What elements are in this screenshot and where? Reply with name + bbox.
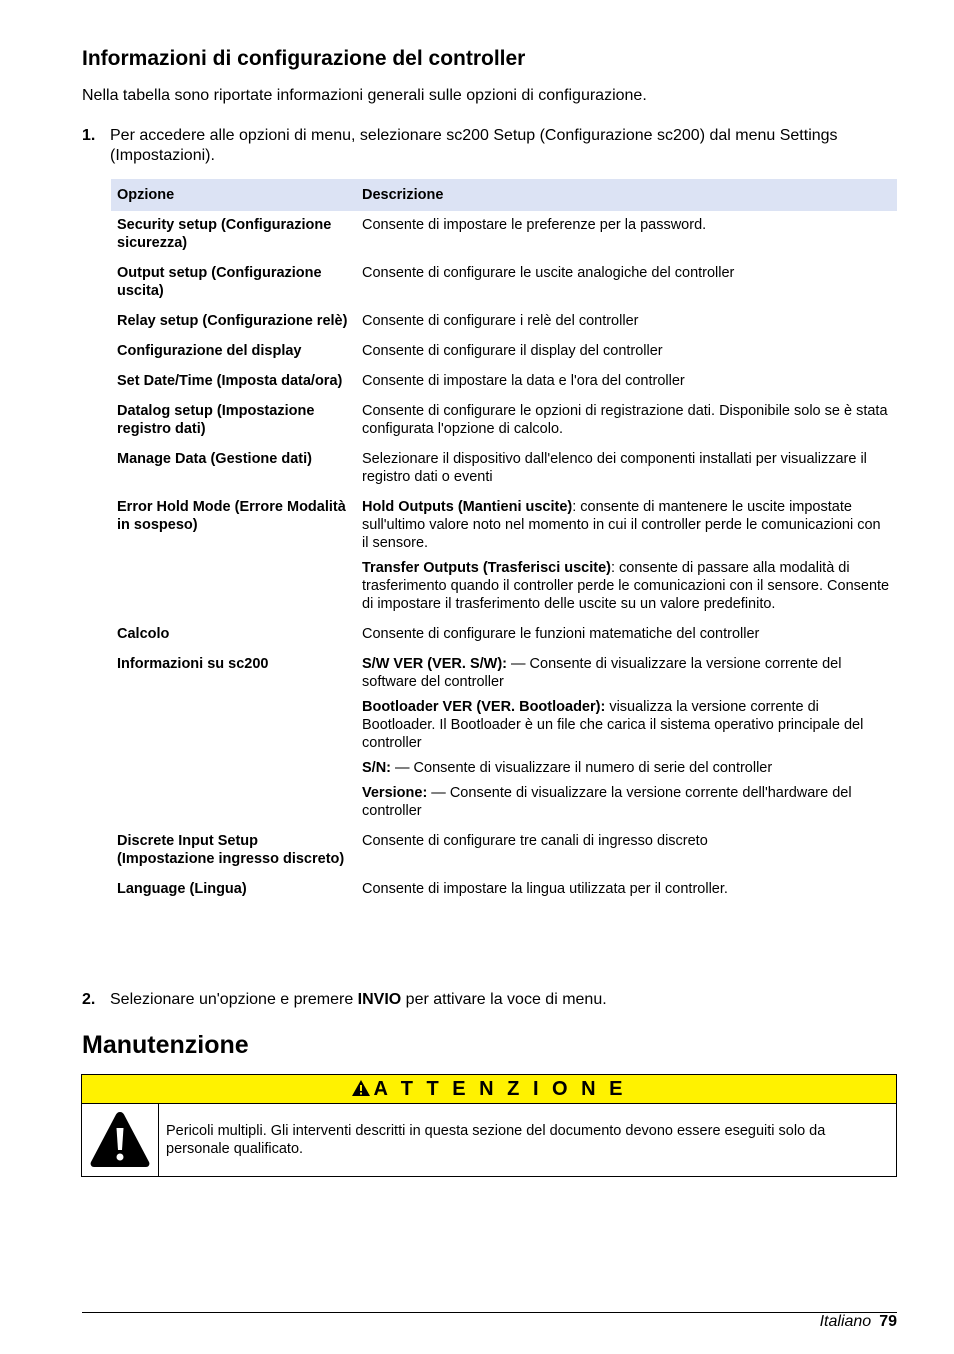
table-row (111, 367, 897, 397)
option-name: Language (Lingua) (117, 881, 247, 897)
table-row (111, 445, 897, 493)
step-number: 1. (82, 127, 96, 144)
description-item (362, 759, 891, 777)
option-name: Manage Data (Gestione dati) (117, 451, 312, 467)
step-key-name: INVIO (357, 991, 402, 1008)
option-description: Consente di configurare le opzioni di registrazione dati. Disponibile solo se è stata configurata l'opzione di calcolo. (362, 403, 888, 437)
option-description (356, 493, 897, 620)
option-description: Consente di configurare le funzioni matematiche del controller (362, 626, 760, 642)
option-name: Security setup (Configurazione sicurezza) (117, 217, 332, 251)
intro-paragraph: Nella tabella sono riportate informazioni generali sulle opzioni di configurazione. (82, 87, 647, 104)
description-item (362, 498, 891, 552)
option-description: Consente di configurare tre canali di ingresso discreto (362, 833, 708, 849)
description-item-text: — Consente di visualizzare la versione corrente dell'hardware del controller (362, 785, 852, 819)
table-row (111, 650, 897, 827)
page-number: 79 (879, 1313, 897, 1330)
options-table (111, 179, 897, 905)
option-description: Consente di impostare la lingua utilizzata per il controller. (362, 881, 728, 897)
table-header-row (111, 179, 897, 211)
description-item (362, 698, 891, 752)
description-item-label: Hold Outputs (Mantieni uscite) (362, 499, 573, 515)
option-description (356, 650, 897, 827)
description-item-text: : consente di passare alla modalità di trasferimento quando il controller perde le comunicazioni con il sensore. Consente di impostare il trasferimento delle uscite su un valore predefinito. (362, 560, 890, 612)
column-header-description: Descrizione (356, 179, 897, 211)
table-row (111, 211, 897, 259)
step-text-post: per attivare la voce di menu. (401, 991, 607, 1008)
table-row (111, 307, 897, 337)
section-title: Informazioni di configurazione del controller (82, 47, 526, 70)
table-row (111, 827, 897, 875)
description-item (362, 784, 891, 820)
step-1 (82, 126, 897, 166)
option-name: Datalog setup (Impostazione registro dati) (117, 403, 315, 437)
step-text (110, 990, 897, 1010)
option-description: Consente di configurare il display del controller (362, 343, 663, 359)
step-number: 2. (82, 991, 96, 1008)
option-name: Relay setup (Configurazione relè) (117, 313, 348, 329)
step-text: Per accedere alle opzioni di menu, selezionare sc200 Setup (Configurazione sc200) dal menu Settings (Impostazioni). (110, 127, 838, 164)
step-text-pre: Selezionare un'opzione e premere (110, 991, 358, 1008)
maintenance-title: Manutenzione (82, 1031, 249, 1059)
description-item-label: S/W VER (VER. S/W): (362, 656, 507, 672)
option-name: Output setup (Configurazione uscita) (117, 265, 322, 299)
step-2 (82, 990, 897, 1010)
footer-language: Italiano (819, 1313, 872, 1330)
option-description: Consente di configurare i relè del controller (362, 313, 639, 329)
warning-triangle-icon (82, 1104, 159, 1176)
description-item-text: — Consente di visualizzare il numero di serie del controller (391, 760, 773, 776)
table-row (111, 337, 897, 367)
option-name: Set Date/Time (Imposta data/ora) (117, 373, 343, 389)
description-item-text: visualizza la versione corrente di Bootloader. Il Bootloader è un file che carica il sistema operativo principale del controller (362, 699, 864, 751)
page-footer (820, 1312, 897, 1332)
warning-label: A T T E N Z I O N E (373, 1078, 627, 1100)
option-description: Consente di configurare le uscite analogiche del controller (362, 265, 735, 281)
table-row (111, 259, 897, 307)
option-description: Selezionare il dispositivo dall'elenco dei componenti installati per visualizzare il registro dati o eventi (362, 451, 867, 485)
table-row (111, 397, 897, 445)
option-name: Configurazione del display (117, 343, 302, 359)
table-body (111, 211, 897, 905)
description-item-text: — Consente di visualizzare la versione corrente del software del controller (362, 656, 842, 690)
table-row (111, 493, 897, 620)
footer-rule (82, 1312, 897, 1313)
description-item-label: Versione: (362, 785, 428, 801)
option-description: Consente di impostare le preferenze per la password. (362, 217, 707, 233)
warning-banner (82, 1075, 896, 1104)
description-item (362, 655, 891, 691)
warning-text: Pericoli multipli. Gli interventi descritti in questa sezione del documento devono essere eseguiti solo da personale qualificato. (166, 1123, 826, 1157)
table-row (111, 620, 897, 650)
option-description: Consente di impostare la data e l'ora del controller (362, 373, 685, 389)
table-row (111, 875, 897, 905)
description-item-label: Bootloader VER (VER. Bootloader): (362, 699, 606, 715)
warning-box (81, 1074, 897, 1177)
option-name: Discrete Input Setup (Impostazione ingresso discreto) (117, 833, 345, 867)
warning-small-icon (351, 1077, 371, 1105)
option-name: Informazioni su sc200 (117, 656, 269, 672)
description-item-label: Transfer Outputs (Trasferisci uscite) (362, 560, 611, 576)
column-header-option: Opzione (111, 179, 356, 211)
option-name: Error Hold Mode (Errore Modalità in sospeso) (117, 499, 346, 533)
description-item (362, 559, 891, 613)
description-item-label: S/N: (362, 760, 391, 776)
description-item-text: : consente di mantenere le uscite impostate sull'ultimo valore noto nel momento in cui il controller perde le comunicazioni con il sensore. (362, 499, 881, 551)
option-name: Calcolo (117, 626, 170, 642)
